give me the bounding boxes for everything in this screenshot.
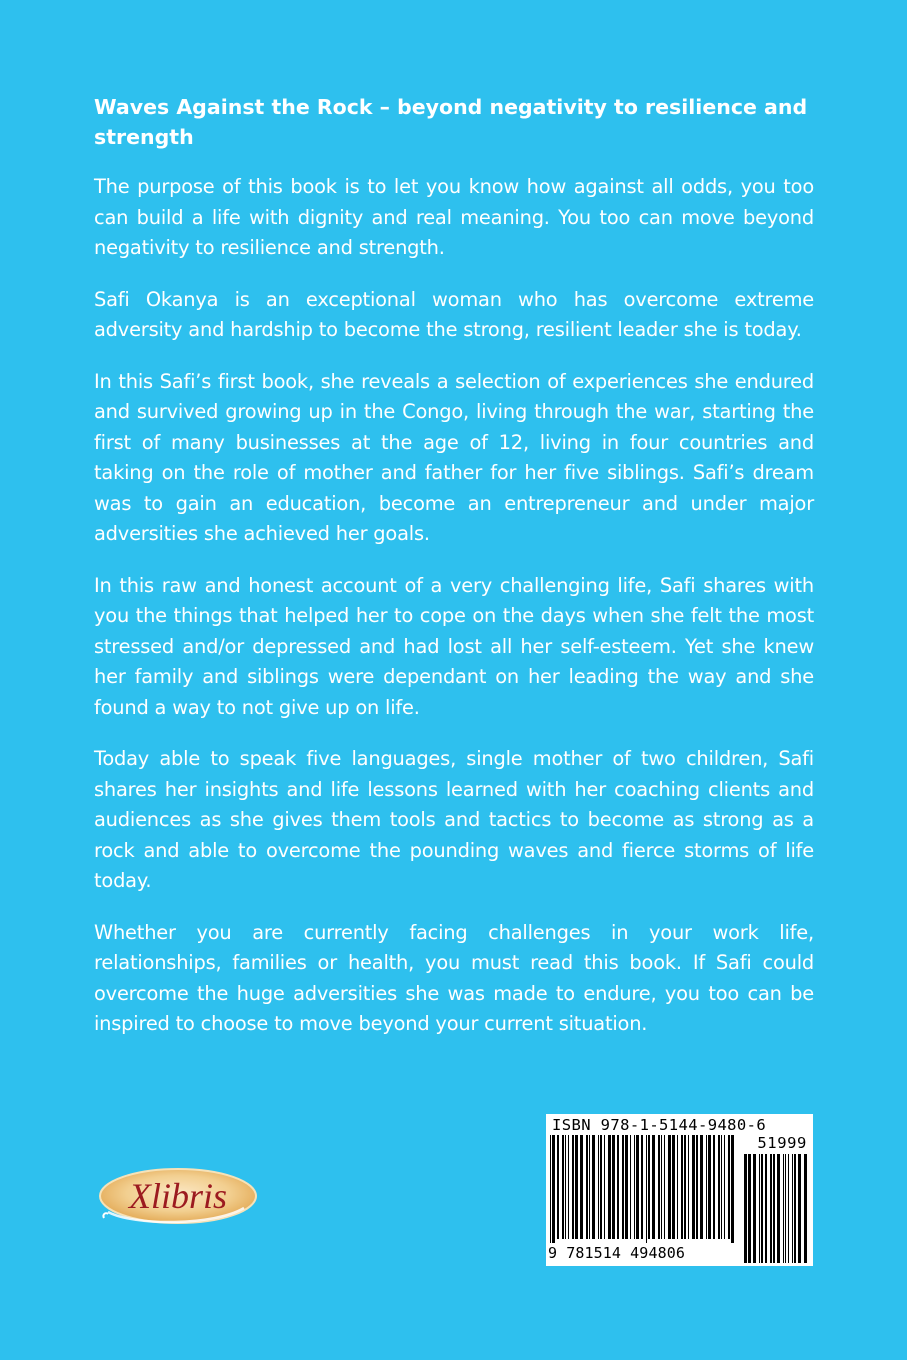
barcode-bar: [688, 1135, 689, 1239]
barcode-bar: [612, 1135, 615, 1239]
blurb-paragraph-3: In this Safi’s first book, she reveals a selection of experiences she endured and survived growing up in the Congo, living through the war, starting the first of many businesses at the age of 12, living in four countries and taking on the role of mother and father for her five siblings. Safi’s dream was to gain an education, become an entrepreneur and under major adversities she achieved her goals.: [94, 369, 814, 545]
barcode-bar: [572, 1135, 574, 1239]
barcode-bar: [708, 1135, 711, 1239]
barcode-bar: [634, 1135, 635, 1239]
blurb-paragraph-2: Safi Okanya is an exceptional woman who has overcome extreme adversity and hardship to become the strong, resilient leader she is today.: [94, 287, 814, 341]
barcode-bar: [728, 1135, 730, 1239]
barcode-bar: [568, 1135, 569, 1239]
book-headline: Waves Against the Rock – beyond negativity to resilience and strength: [94, 95, 808, 149]
barcode-bar: [562, 1135, 564, 1239]
barcode-bar: [744, 1154, 747, 1263]
barcode-bar: [664, 1135, 665, 1239]
isbn-label: ISBN 978-1-5144-9480-6: [552, 1116, 767, 1134]
barcode-bar: [759, 1154, 760, 1263]
barcode-bar: [598, 1135, 599, 1239]
barcode-bar: [788, 1154, 789, 1263]
blurb-paragraph-4: In this raw and honest account of a very challenging life, Safi shares with you the things that helped her to cope on the days when she felt the most stressed and/or depressed and had lost all her self-esteem. Yet she knew her family and siblings were dependant on her leading the way and she found a way to not give up on life.: [94, 573, 814, 719]
barcode-bar: [724, 1135, 725, 1239]
barcode-bar: [721, 1135, 722, 1239]
barcode-bar: [630, 1135, 631, 1239]
barcode-bar: [706, 1135, 707, 1239]
barcode-bar: [700, 1135, 703, 1239]
barcode-bar: [658, 1135, 660, 1239]
barcode-bar: [636, 1135, 639, 1239]
addon-barcode-icon: [744, 1154, 808, 1263]
barcode-bar: [617, 1135, 619, 1239]
barcode-bar: [652, 1135, 655, 1239]
barcode-bar: [770, 1154, 772, 1263]
barcode-bar: [783, 1154, 784, 1263]
barcode-bar: [696, 1135, 698, 1239]
barcode-bar: [641, 1135, 643, 1239]
barcode-bar: [661, 1135, 662, 1239]
barcode-bar: [713, 1135, 715, 1239]
barcode-bar: [785, 1154, 786, 1263]
barcode-bar: [575, 1135, 578, 1239]
barcode-bar: [765, 1154, 767, 1263]
barcode-bar: [604, 1135, 605, 1239]
barcode-bar: [600, 1135, 602, 1239]
barcode-bar: [731, 1135, 734, 1243]
blurb-paragraph-6: Whether you are currently facing challenges in your work life, relationships, families or health, you must read this book. If Safi could overcome the huge adversities she was made to endure, you too can be inspired to choose to move beyond your current situation.: [94, 920, 814, 1035]
barcode-bar: [684, 1135, 686, 1239]
barcode-bar: [798, 1154, 801, 1263]
publisher-name: Xlibris: [128, 1176, 228, 1216]
barcode-bar: [580, 1135, 583, 1239]
barcode-bar: [677, 1135, 678, 1239]
barcode-bar: [672, 1135, 675, 1239]
blurb-paragraph-5: Today able to speak five languages, single mother of two children, Safi shares her insights and life lessons learned with her coaching clients and audiences as she gives them tools and tactics to become as strong as a rock and able to overcome the pounding waves and fierce storms of life today.: [94, 747, 814, 892]
ean-barcode-icon: [550, 1135, 738, 1243]
barcode-bar: [625, 1135, 628, 1239]
back-cover-text: [94, 92, 814, 1061]
price-code: 51999: [757, 1134, 807, 1152]
barcode-bar: [692, 1135, 695, 1239]
barcode-bar: [565, 1135, 566, 1239]
barcode-bar: [589, 1135, 590, 1239]
barcode-bar: [792, 1154, 793, 1263]
barcode-bar: [668, 1135, 671, 1239]
barcode-bar: [557, 1135, 559, 1239]
barcode-bar: [550, 1135, 551, 1243]
barcode-bar: [761, 1154, 763, 1263]
barcode-bar: [592, 1135, 595, 1239]
xlibris-logo-icon: [94, 1162, 258, 1226]
barcode-bar: [648, 1135, 650, 1239]
isbn-barcode: [546, 1114, 813, 1266]
barcode-bar: [622, 1135, 624, 1239]
publisher-logo: [94, 1162, 258, 1226]
barcode-bar: [794, 1154, 796, 1263]
barcode-bar: [608, 1135, 611, 1239]
barcode-bar: [753, 1154, 756, 1263]
barcode-bar: [718, 1135, 720, 1239]
barcode-bar: [777, 1154, 780, 1263]
barcode-bar: [552, 1135, 555, 1243]
barcode-bar: [646, 1135, 647, 1243]
barcode-bar: [748, 1154, 751, 1263]
barcode-bar: [804, 1154, 807, 1263]
blurb-paragraph-1: The purpose of this book is to let you know how against all odds, you too can build a life with dignity and real meaning. You too can move beyond negativity to resilience and strength.: [94, 175, 814, 259]
ean-digits: 9 781514 494806: [548, 1244, 685, 1262]
barcode-bar: [773, 1154, 775, 1263]
barcode-bar: [681, 1135, 683, 1239]
barcode-bar: [586, 1135, 588, 1239]
